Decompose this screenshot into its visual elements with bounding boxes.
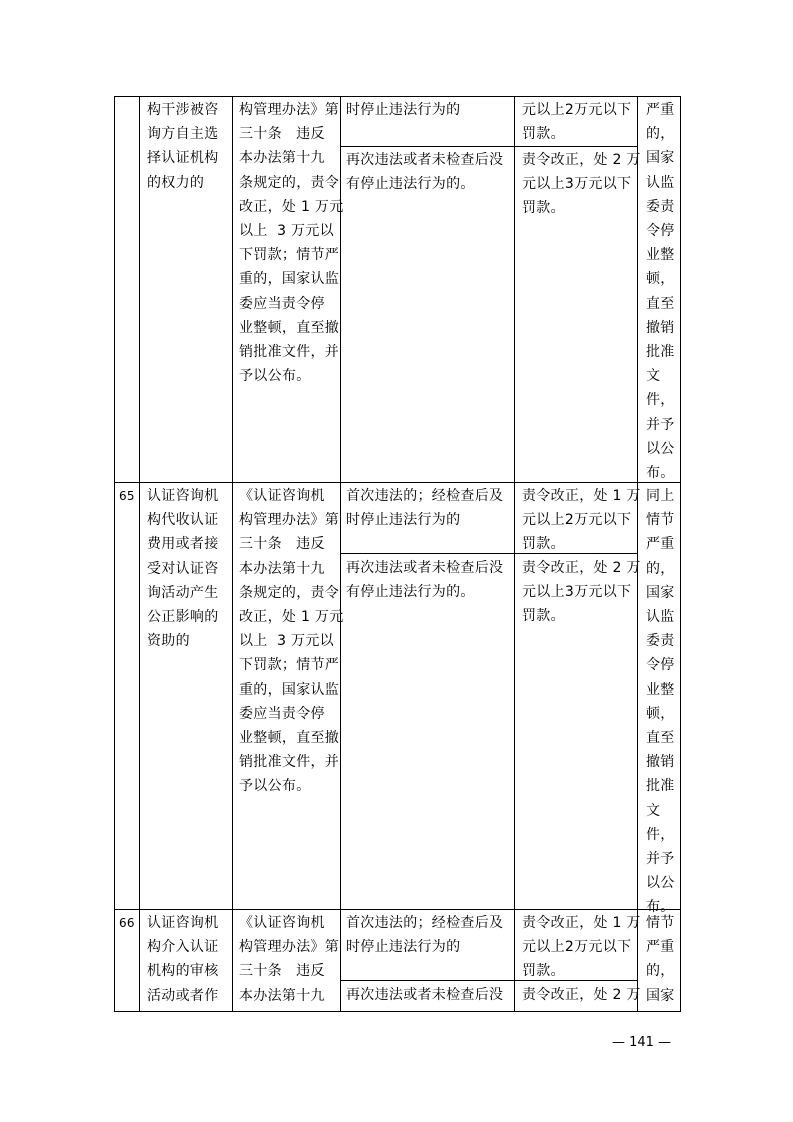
cell-line: 国家	[646, 987, 675, 1004]
cell-line: 并予	[646, 416, 675, 433]
cell-line: 责令改正，处 2 万	[522, 560, 641, 576]
cell-line: 《认证咨询机	[239, 915, 325, 931]
cell-line: 认证咨询机	[147, 488, 219, 504]
cell-line: 有停止违法行为的。	[346, 176, 475, 193]
item-description	[147, 98, 219, 195]
cell-line: 受对认证咨	[147, 560, 219, 577]
legal-basis	[239, 484, 344, 799]
col-border	[114, 96, 115, 1012]
cell-line: 重的，国家认监	[239, 271, 340, 288]
cell-line: 首次违法的；经检查后及	[346, 488, 504, 504]
cell-line: 销批准文件，并	[239, 344, 340, 361]
cell-line: 询活动产生	[147, 584, 219, 601]
cell-line: 三十条 违反	[239, 536, 325, 553]
cell-line: 罚款。	[522, 608, 565, 625]
cell-line: 委责	[646, 633, 675, 650]
cell-line: 时停止违法行为的	[346, 939, 461, 956]
cell-line: 国家	[646, 584, 675, 601]
cell-line: 情节	[646, 915, 675, 931]
cell-line: 活动或者作	[147, 987, 219, 1004]
cell-line: 撤销	[646, 319, 675, 336]
cell-line: 公正影响的	[147, 609, 219, 626]
col-border	[232, 96, 233, 1012]
cell-line: 下罚款；情节严	[239, 247, 340, 264]
cell-line: 本办法第十九	[239, 987, 325, 1004]
item-description	[147, 911, 219, 1008]
cell-line: 条规定的，责令	[239, 174, 340, 191]
cell-line: 布。	[646, 465, 675, 482]
cell-line: 改正，处 1 万元	[239, 198, 344, 215]
cell-line: 业整	[646, 247, 675, 264]
cell-line: 本办法第十九	[239, 560, 325, 577]
penalty-first	[522, 98, 631, 146]
cell-line: 文	[646, 802, 661, 819]
cell-line: 文	[646, 368, 661, 385]
cell-line: 改正，处 1 万元	[239, 609, 344, 626]
legal-basis	[239, 98, 344, 388]
cell-line: 以上 3 万元以	[239, 223, 334, 240]
cell-line: 批准	[646, 778, 675, 795]
cell-line: 的，	[646, 126, 675, 143]
cell-line: 构介入认证	[147, 939, 219, 956]
cell-line: 再次违法或者未检查后没	[346, 987, 504, 1003]
penalty-repeat	[522, 983, 641, 1007]
cell-line: 元以上2万元以下	[522, 939, 632, 956]
note	[646, 484, 675, 920]
cell-line: 罚款。	[522, 126, 565, 143]
cell-line: 资助的	[147, 633, 190, 650]
cell-line: 元以上3万元以下	[522, 176, 632, 193]
cell-line: 重的，国家认监	[239, 681, 340, 698]
cell-line: 元以上2万元以下	[522, 102, 632, 118]
table-bottom-border	[114, 1011, 681, 1012]
row-divider	[114, 909, 681, 910]
cell-line: 罚款。	[522, 200, 565, 217]
cell-line: 询方自主选	[147, 126, 219, 143]
cell-line: 有停止违法行为的。	[346, 584, 475, 601]
cell-line: 元以上3万元以下	[522, 584, 632, 601]
cell-line: 认监	[646, 609, 675, 626]
cell-line: 时停止违法行为的	[346, 512, 461, 529]
cell-line: 件，	[646, 392, 675, 409]
cell-line: 择认证机构	[147, 150, 219, 167]
cell-line: 顿，	[646, 271, 675, 288]
cell-line: 令停	[646, 657, 675, 674]
page-number: — 141 —	[612, 1035, 672, 1050]
cell-line: 国家	[646, 150, 675, 167]
penalty-repeat	[522, 556, 641, 629]
cell-line: 时停止违法行为的	[346, 102, 461, 118]
cell-line: 业整顿，直至撤	[239, 730, 340, 747]
cell-line: 情节	[646, 512, 675, 529]
cell-line: 以公	[646, 875, 675, 892]
circumstance-repeat	[346, 983, 503, 1007]
row-number: 66	[119, 916, 135, 930]
cell-line: 的，	[646, 560, 675, 577]
cell-line: 三十条 违反	[239, 126, 325, 143]
cell-line: 罚款。	[522, 536, 565, 553]
cell-line: 构干涉被咨	[147, 102, 219, 118]
penalty-first	[522, 484, 641, 557]
cell-line: 首次违法的；经检查后及	[346, 915, 504, 931]
cell-line: 条规定的，责令	[239, 584, 340, 601]
note	[646, 98, 675, 485]
cell-line: 同上	[646, 488, 675, 504]
cell-line: 三十条 违反	[239, 963, 325, 980]
circumstance-first	[346, 484, 503, 532]
cell-line: 费用或者接	[147, 536, 219, 553]
cell-line: 业整顿，直至撤	[239, 319, 340, 336]
cell-line: 《认证咨询机	[239, 488, 325, 504]
cell-line: 批准	[646, 344, 675, 361]
cell-line: 认证咨询机	[147, 915, 219, 931]
cell-line: 再次违法或者未检查后没	[346, 152, 504, 168]
cell-line: 撤销	[646, 754, 675, 771]
cell-line: 的权力的	[147, 174, 205, 191]
cell-line: 并予	[646, 851, 675, 868]
cell-line: 本办法第十九	[239, 150, 325, 167]
cell-line: 再次违法或者未检查后没	[346, 560, 504, 576]
cell-line: 顿，	[646, 705, 675, 722]
cell-line: 责令改正，处 1 万	[522, 488, 641, 504]
cell-line: 严重	[646, 939, 675, 956]
col-border	[514, 96, 515, 1012]
circumstance-first	[346, 98, 460, 122]
cell-line: 构代收认证	[147, 512, 219, 529]
cell-line: 委应当责令停	[239, 295, 325, 312]
cell-line: 认监	[646, 174, 675, 191]
penalty-first	[522, 911, 641, 984]
cell-line: 责令改正，处 2 万	[522, 152, 641, 168]
cell-line: 下罚款；情节严	[239, 657, 340, 674]
cell-line: 予以公布。	[239, 368, 311, 385]
item-description	[147, 484, 219, 653]
cell-line: 布。	[646, 899, 675, 916]
cell-line: 令停	[646, 223, 675, 240]
note	[646, 911, 675, 1008]
cell-line: 元以上2万元以下	[522, 512, 632, 529]
row-number: 65	[119, 489, 135, 503]
circumstance-repeat	[346, 148, 503, 196]
cell-line: 直至	[646, 295, 675, 312]
cell-line: 委应当责令停	[239, 705, 325, 722]
legal-basis	[239, 911, 339, 1008]
circumstance-first	[346, 911, 503, 959]
cell-line: 严重	[646, 102, 675, 118]
col-border	[680, 96, 681, 1012]
cell-line: 的，	[646, 963, 675, 980]
cell-line: 构管理办法》第	[239, 102, 340, 118]
cell-line: 业整	[646, 681, 675, 698]
cell-line: 委责	[646, 198, 675, 215]
row-divider	[114, 482, 681, 483]
cell-line: 销批准文件，并	[239, 754, 340, 771]
cell-line: 构管理办法》第	[239, 512, 340, 529]
penalty-repeat	[522, 148, 641, 221]
cell-line: 机构的审核	[147, 963, 219, 980]
cell-line: 责令改正，处 1 万	[522, 915, 641, 931]
cell-line: 严重	[646, 536, 675, 553]
cell-line: 予以公布。	[239, 778, 311, 795]
circumstance-repeat	[346, 556, 503, 604]
cell-line: 以公	[646, 440, 675, 457]
cell-line: 直至	[646, 730, 675, 747]
cell-line: 以上 3 万元以	[239, 633, 334, 650]
cell-line: 罚款。	[522, 963, 565, 980]
cell-line: 构管理办法》第	[239, 939, 340, 956]
cell-line: 责令改正，处 2 万	[522, 987, 641, 1003]
col-border	[139, 96, 140, 1012]
cell-line: 件，	[646, 826, 675, 843]
regulation-table	[114, 96, 681, 1012]
table-top-border	[114, 96, 681, 97]
